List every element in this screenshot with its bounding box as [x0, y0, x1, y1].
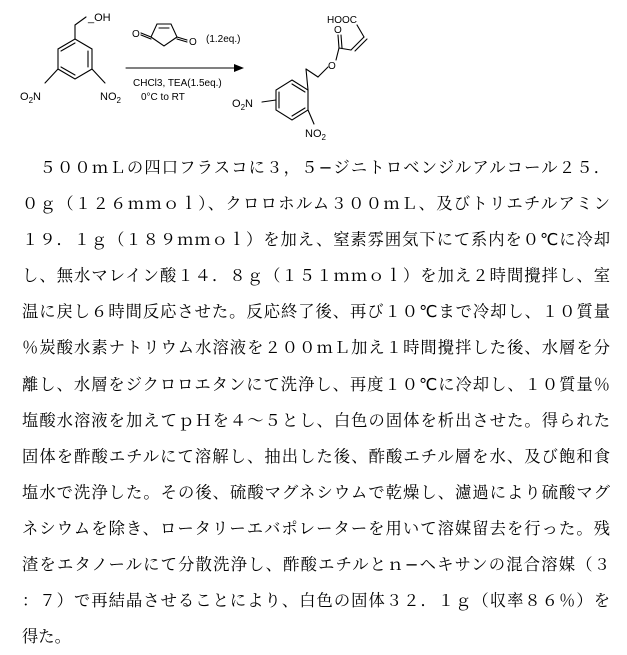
- procedure-line-5: 温に戻し６時間反応させた。反応終了後、再び１０℃まで冷却し、１０質量: [22, 302, 610, 322]
- procedure-line-12: 渣をエタノールにて分散洗浄し、酢酸エチルとｎ−ヘキサンの混合溶媒（３: [22, 555, 610, 575]
- reaction-arrow: [126, 64, 244, 72]
- reaction-conditions-solvent-base: CHCl3, TEA(1.5eq.): [133, 78, 222, 89]
- carboxylic-acid-label: HOOC: [327, 15, 357, 26]
- procedure-line-2: ０ｇ（１２６ｍｍｏｌ）、クロロホルム３００ｍＬ、及びトリエチルアミン: [22, 194, 610, 214]
- procedure-line-14: 得た。: [22, 627, 71, 647]
- procedure-line-1: ５００ｍＬの四口フラスコに３，５−ジニトロベンジルアルコール２５．: [22, 158, 610, 177]
- procedure-line-7: 離し、水層をジクロロエタンにて洗浄し、再度１０℃に冷却し、１０質量％: [22, 374, 610, 394]
- procedure-line-13: ：７）で再結晶させることにより、白色の固体３２．１ｇ（収率８６％）を: [22, 591, 610, 611]
- product-maleic-monoester: [232, 15, 367, 142]
- procedure-line-9: 固体を酢酸エチルにて溶解し、抽出した後、酢酸エチル層を水、及び飽和食: [22, 446, 610, 466]
- reagent-equivalents: (1.2eq.): [206, 34, 241, 45]
- procedure-line-4: し、無水マレイン酸１４．８ｇ（１５１ｍｍｏｌ）を加え２時間攪拌し、室: [22, 266, 610, 286]
- hydroxyl-label: _OH: [88, 12, 111, 24]
- product-nitro-group-left: $O_2N$: [232, 98, 253, 112]
- procedure-line-3: １９．１ｇ（１８９ｍｍｏｌ）を加え、窒素雰囲気下にて系内を０℃に冷却: [22, 230, 610, 250]
- reagent-maleic-anhydride: [132, 24, 240, 48]
- procedure-line-8: 塩酸水溶液を加えてｐＨを４〜５とし、白色の固体を析出させた。得られた: [22, 410, 610, 430]
- reaction-conditions-temperature: 0°C to RT: [141, 92, 185, 103]
- reactant-3-5-dinitrobenzyl-alcohol: [20, 12, 122, 105]
- nitro-group-right: $NO_2$: [100, 91, 121, 105]
- anhydride-oxygen-left: O: [132, 29, 140, 40]
- synthesis-procedure: [22, 150, 610, 655]
- carbonyl-oxygen-label: O: [334, 25, 342, 36]
- anhydride-oxygen-right: O: [189, 37, 197, 48]
- reaction-scheme: [0, 0, 627, 150]
- ester-oxygen-label: O: [328, 61, 336, 72]
- procedure-line-6: ％炭酸水素ナトリウム水溶液を２００ｍＬ加え１時間攪拌した後、水層を分: [22, 338, 610, 358]
- product-nitro-group-bottom: $NO_2$: [305, 128, 326, 142]
- nitro-group-left: $O_2N$: [20, 91, 41, 105]
- procedure-line-11: ネシウムを除き、ロータリーエバポレーターを用いて溶媒留去を行った。残: [22, 518, 610, 538]
- procedure-line-10: 塩水で洗浄した。その後、硫酸マグネシウムで乾燥し、濾過により硫酸マグ: [22, 482, 610, 502]
